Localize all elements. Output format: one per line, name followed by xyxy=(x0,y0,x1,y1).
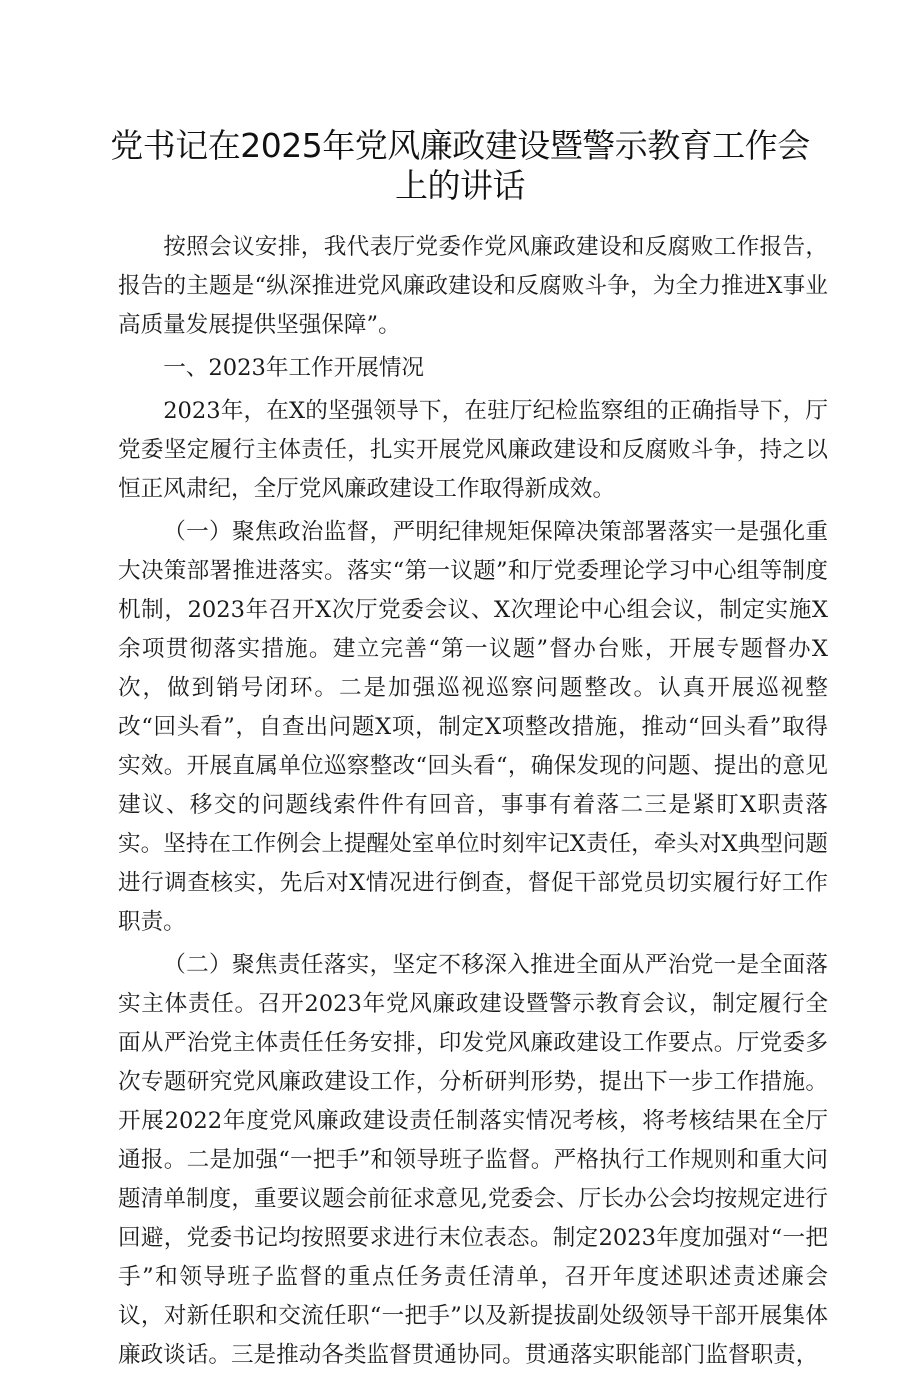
paragraph-responsibility: （二）聚焦责任落实，坚定不移深入推进全面从严治党一是全面落实主体责任。召开2023年党风廉政建设暨警示教育会议，制定履行全面从严治党主体责任任务安排，印发党风廉政建设工作要点。厅党委多次专题研究党风廉政建设工作，分析研判形势，提出下一步工作措施。开展2022年度党风廉政建设责任制落实情况考核，将考核结果在全厅通报。二是加强“一把手”和领导班子监督。严格执行工作规则和重大问题清单制度，重要议题会前征求意见,党委会、厅长办公会均按规定进行回避，党委书记均按照要求进行末位表态。制定2023年度加强对“一把手”和领导班子监督的重点任务责任清单，召开年度述职述责述廉会议，对新任职和交流任职“一把手”以及新提拔副处级领导干部开展集体廉政谈话。三是推动各类监督贯通协同。贯通落实职能部门监督职责， xyxy=(118,952,828,1368)
section-heading-1: 一、2023年工作开展情况 xyxy=(163,355,425,381)
document-body xyxy=(118,228,828,1379)
paragraph-intro: 按照会议安排，我代表厅党委作党风廉政建设和反腐败工作报告，报告的主题是“纵深推进党风廉政建设和反腐败斗争，为全力推进X事业高质量发展提供坚强保障”。 xyxy=(118,234,828,338)
paragraph-2023-overview: 2023年，在X的坚强领导下，在驻厅纪检监察组的正确指导下，厅党委坚定履行主体责任，扎实开展党风廉政建设和反腐败斗争，持之以恒正风肃纪，全厅党风廉政建设工作取得新成效。 xyxy=(118,398,828,502)
document-title: 党书记在2025年党风廉政建设暨警示教育工作会上的讲话 xyxy=(110,126,810,205)
paragraph-political-supervision: （一）聚焦政治监督，严明纪律规矩保障决策部署落实一是强化重大决策部署推进落实。落实“第一议题”和厅党委理论学习中心组等制度机制，2023年召开X次厅党委会议、X次理论中心组会议，制定实施X余项贯彻落实措施。建立完善“第一议题”督办台账，开展专题督办X次，做到销号闭环。二是加强巡视巡察问题整改。认真开展巡视整改“回头看”，自查出问题X项，制定X项整改措施，推动“回头看”取得实效。开展直属单位巡察整改“回头看“，确保发现的问题、提出的意见建议、移交的问题线索件件有回音，事事有着落二三是紧盯X职责落实。坚持在工作例会上提醒处室单位时刻牢记X责任，牵头对X典型问题进行调查核实，先后对X情况进行倒查，督促干部党员切实履行好工作职责。 xyxy=(118,519,828,935)
